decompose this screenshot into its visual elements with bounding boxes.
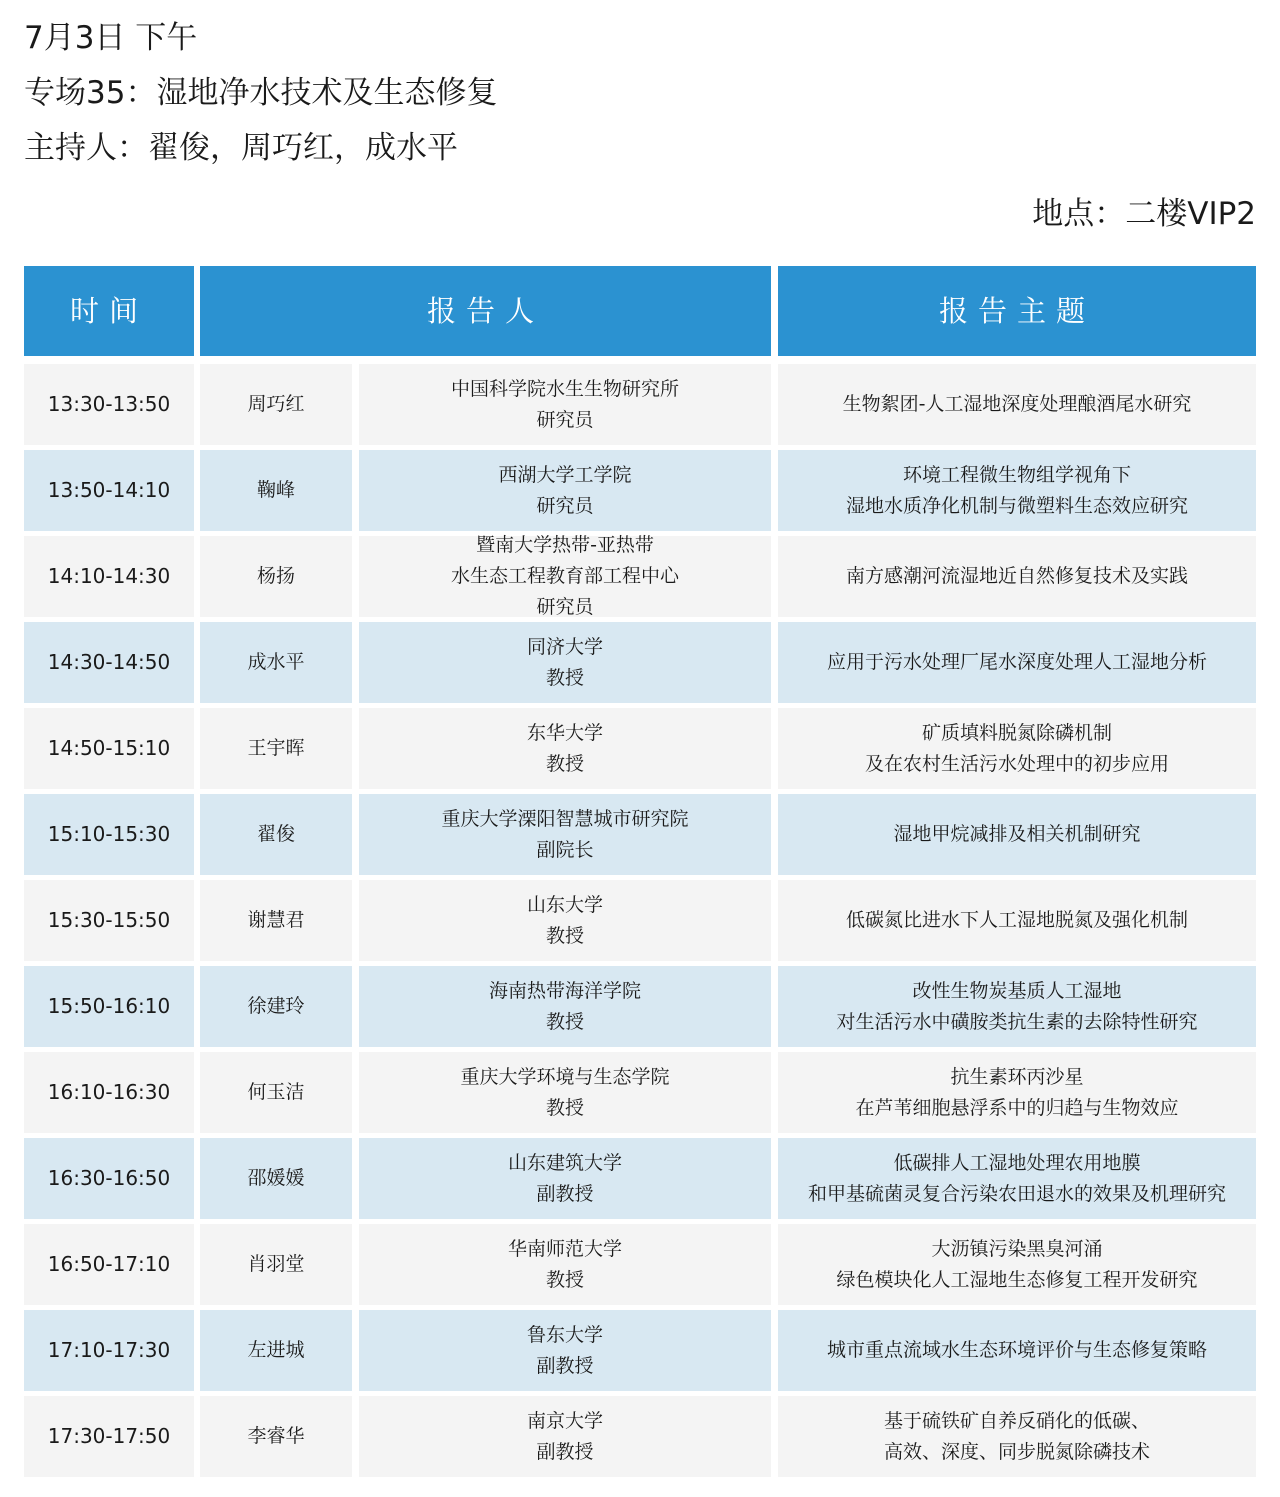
cell-affiliation-line: 研究员 [536, 494, 594, 517]
cell-speaker-name-text: 成水平 [247, 651, 305, 673]
cell-topic-line: 和甲基硫菌灵复合污染农田退水的效果及机理研究 [807, 1182, 1226, 1205]
cell-time [24, 364, 194, 445]
cell-time-text: 16:10-16:30 [47, 1080, 171, 1104]
cell-affiliation [359, 1224, 771, 1305]
cell-time-text: 17:30-17:50 [47, 1424, 171, 1448]
cell-affiliation [359, 536, 771, 617]
cell-affiliation-line: 重庆大学溧阳智慧城市研究院 [441, 807, 689, 830]
cell-affiliation-line: 水生态工程教育部工程中心 [450, 565, 679, 587]
cell-topic-line: 基于硫铁矿自养反硝化的低碳、 [883, 1409, 1150, 1432]
cell-affiliation [359, 622, 771, 703]
hosts-line: 主持人：翟俊，周巧红，成水平 [24, 130, 458, 166]
cell-speaker-name-text: 徐建玲 [247, 995, 305, 1017]
cell-time [24, 708, 194, 789]
cell-affiliation-line: 鲁东大学 [526, 1323, 603, 1346]
header-speaker: 报告人 [200, 266, 771, 356]
cell-topic-line: 南方感潮河流湿地近自然修复技术及实践 [845, 565, 1188, 587]
cell-topic-line: 高效、深度、同步脱氮除磷技术 [883, 1440, 1150, 1463]
cell-topic-line: 大沥镇污染黑臭河涌 [931, 1237, 1103, 1260]
cell-speaker-name [200, 966, 352, 1047]
cell-topic-line: 环境工程微生物组学视角下 [902, 463, 1131, 486]
cell-topic [778, 1224, 1256, 1305]
cell-topic [778, 622, 1256, 703]
cell-speaker-name [200, 794, 352, 875]
location-line: 地点：二楼VIP2 [1032, 196, 1256, 232]
cell-topic-line: 城市重点流域水生态环境评价与生态修复策略 [826, 1339, 1207, 1361]
cell-speaker-name [200, 1396, 352, 1477]
cell-affiliation [359, 794, 771, 875]
cell-time [24, 1052, 194, 1133]
cell-affiliation-line: 暨南大学热带-亚热带 [476, 534, 654, 556]
cell-time-text: 14:10-14:30 [47, 564, 171, 588]
cell-affiliation-line: 教授 [545, 752, 584, 775]
cell-topic-line: 应用于污水处理厂尾水深度处理人工湿地分析 [826, 651, 1207, 673]
cell-affiliation-line: 教授 [545, 1010, 584, 1033]
cell-affiliation-line: 副教授 [536, 1182, 594, 1205]
cell-speaker-name-text: 翟俊 [256, 823, 295, 845]
cell-topic-line: 对生活污水中磺胺类抗生素的去除特性研究 [836, 1010, 1198, 1033]
date-line: 7月3日 下午 [24, 20, 198, 56]
cell-topic-line: 改性生物炭基质人工湿地 [912, 979, 1122, 1002]
cell-affiliation [359, 450, 771, 531]
cell-topic-line: 低碳氮比进水下人工湿地脱氮及强化机制 [845, 909, 1188, 931]
cell-affiliation [359, 966, 771, 1047]
cell-affiliation-line: 副院长 [536, 838, 594, 861]
cell-affiliation-line: 教授 [545, 1268, 584, 1291]
cell-affiliation [359, 1310, 771, 1391]
header-topic: 报告主题 [778, 266, 1256, 356]
cell-affiliation-line: 教授 [545, 1096, 584, 1119]
cell-speaker-name [200, 364, 352, 445]
cell-time-text: 15:30-15:50 [47, 908, 171, 932]
cell-affiliation-line: 教授 [545, 924, 584, 947]
cell-speaker-name [200, 450, 352, 531]
cell-speaker-name-text: 左进城 [247, 1339, 305, 1361]
cell-time-text: 14:30-14:50 [47, 650, 171, 674]
cell-time [24, 966, 194, 1047]
cell-topic [778, 966, 1256, 1047]
cell-topic [778, 1052, 1256, 1133]
cell-speaker-name-text: 谢慧君 [247, 909, 305, 931]
cell-topic-line: 生物絮团-人工湿地深度处理酿酒尾水研究 [842, 393, 1192, 415]
cell-time-text: 14:50-15:10 [47, 736, 171, 760]
cell-time [24, 1396, 194, 1477]
cell-time [24, 794, 194, 875]
cell-time-text: 15:10-15:30 [47, 822, 171, 846]
cell-topic-line: 低碳排人工湿地处理农用地膜 [893, 1151, 1141, 1174]
cell-affiliation [359, 1052, 771, 1133]
cell-topic [778, 536, 1256, 617]
cell-affiliation-line: 海南热带海洋学院 [488, 979, 641, 1002]
cell-speaker-name-text: 何玉洁 [247, 1081, 305, 1103]
cell-speaker-name-text: 李睿华 [247, 1425, 305, 1447]
cell-topic [778, 794, 1256, 875]
cell-speaker-name-text: 周巧红 [247, 393, 305, 415]
cell-time-text: 17:10-17:30 [47, 1338, 171, 1362]
cell-affiliation-line: 副教授 [536, 1440, 594, 1463]
cell-time-text: 15:50-16:10 [47, 994, 171, 1018]
cell-affiliation-line: 研究员 [536, 408, 594, 431]
cell-speaker-name [200, 1310, 352, 1391]
cell-topic-line: 及在农村生活污水处理中的初步应用 [864, 752, 1169, 775]
cell-speaker-name-text: 鞠峰 [256, 479, 295, 501]
cell-topic [778, 1396, 1256, 1477]
cell-affiliation [359, 1396, 771, 1477]
cell-affiliation-line: 东华大学 [526, 721, 603, 744]
cell-topic [778, 1138, 1256, 1219]
cell-topic-line: 在芦苇细胞悬浮系中的归趋与生物效应 [855, 1096, 1179, 1119]
cell-topic-line: 矿质填料脱氮除磷机制 [921, 721, 1112, 744]
cell-topic [778, 708, 1256, 789]
cell-speaker-name-text: 邵媛媛 [247, 1167, 305, 1189]
cell-topic-line: 绿色模块化人工湿地生态修复工程开发研究 [836, 1268, 1198, 1291]
cell-time-text: 13:30-13:50 [47, 392, 171, 416]
cell-affiliation [359, 364, 771, 445]
cell-affiliation-line: 南京大学 [526, 1409, 603, 1432]
cell-affiliation-line: 重庆大学环境与生态学院 [460, 1065, 670, 1088]
cell-time [24, 536, 194, 617]
cell-topic [778, 450, 1256, 531]
cell-affiliation-line: 华南师范大学 [507, 1237, 622, 1260]
cell-speaker-name [200, 708, 352, 789]
header-time: 时间 [24, 266, 194, 356]
cell-affiliation-line: 研究员 [536, 596, 594, 618]
cell-topic [778, 880, 1256, 961]
cell-affiliation [359, 1138, 771, 1219]
cell-speaker-name [200, 880, 352, 961]
cell-speaker-name [200, 1138, 352, 1219]
cell-time [24, 450, 194, 531]
cell-affiliation-line: 副教授 [536, 1354, 594, 1377]
cell-time [24, 880, 194, 961]
cell-time [24, 1224, 194, 1305]
cell-speaker-name-text: 杨扬 [256, 565, 295, 587]
cell-affiliation-line: 教授 [545, 666, 584, 689]
session-title: 专场35：湿地净水技术及生态修复 [24, 75, 498, 111]
cell-time-text: 16:30-16:50 [47, 1166, 171, 1190]
cell-topic-line: 湿地甲烷减排及相关机制研究 [893, 823, 1141, 845]
cell-affiliation-line: 中国科学院水生生物研究所 [450, 377, 679, 400]
cell-affiliation-line: 西湖大学工学院 [498, 463, 632, 486]
cell-topic-line: 抗生素环丙沙星 [950, 1065, 1084, 1088]
cell-topic [778, 364, 1256, 445]
cell-affiliation-line: 山东建筑大学 [507, 1151, 622, 1174]
cell-time-text: 13:50-14:10 [47, 478, 171, 502]
cell-speaker-name-text: 肖羽堂 [247, 1253, 305, 1275]
cell-speaker-name [200, 536, 352, 617]
cell-time [24, 622, 194, 703]
cell-speaker-name [200, 1224, 352, 1305]
cell-speaker-name-text: 王宇晖 [247, 737, 305, 759]
cell-affiliation-line: 同济大学 [526, 635, 603, 658]
cell-affiliation [359, 880, 771, 961]
cell-time [24, 1310, 194, 1391]
cell-topic [778, 1310, 1256, 1391]
cell-time [24, 1138, 194, 1219]
cell-topic-line: 湿地水质净化机制与微塑料生态效应研究 [845, 494, 1188, 517]
cell-speaker-name [200, 622, 352, 703]
cell-affiliation-line: 山东大学 [526, 893, 603, 916]
cell-affiliation [359, 708, 771, 789]
cell-time-text: 16:50-17:10 [47, 1252, 171, 1276]
cell-speaker-name [200, 1052, 352, 1133]
